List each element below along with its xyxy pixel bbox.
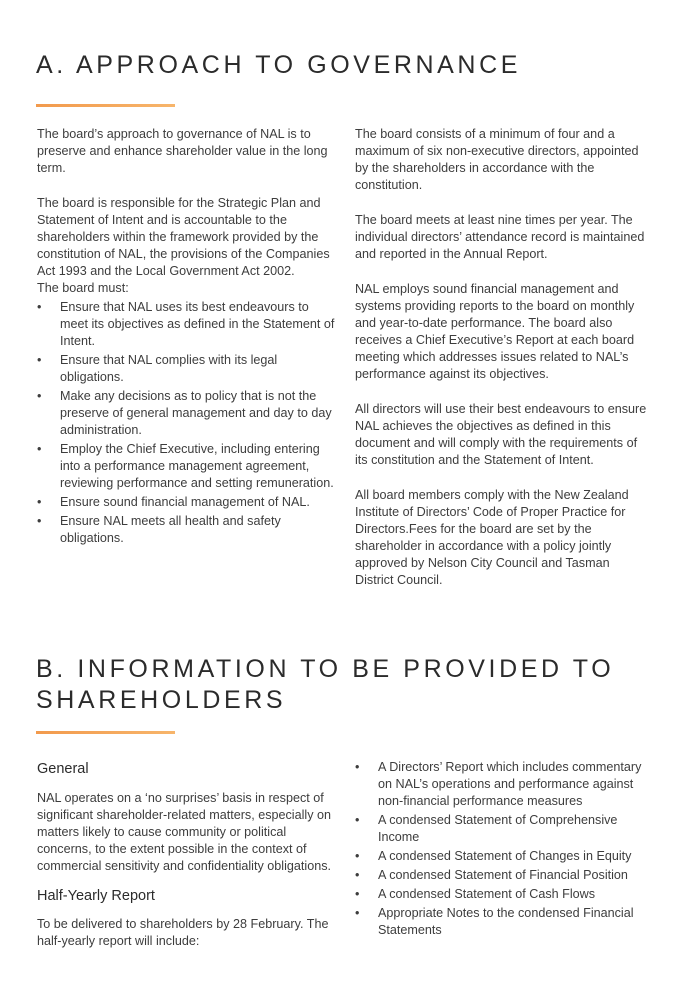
section-b-right-column [355,759,655,941]
general-subheading: General [37,761,89,777]
section-b-accent-rule [36,731,175,734]
half-yearly-subheading: Half-Yearly Report [37,888,155,904]
board-must-intro: The board must: [37,281,129,295]
general-paragraph: NAL operates on a ‘no surprises’ basis in respect of significant shareholder-related matters, especially on matters likely to cause community or political concerns, to the extent possible in the context of commercial sensitivity and confidentiality obligations. [37,791,332,873]
board-composition-paragraph: The board consists of a minimum of four and a maximum of six non-executive directors, appointed by the shareholders in accordance with the constitution. [355,127,639,192]
list-item: • A Directors’ Report which includes commentary on NAL’s operations and performance against non-financial performance measures [355,759,655,810]
list-item: • Ensure that NAL uses its best endeavours to meet its objectives as defined in the Statement of Intent. [37,299,337,350]
section-b-heading [36,654,614,716]
board-meetings-paragraph: The board meets at least nine times per year. The individual directors’ attendance record is maintained and reported in the Annual Report. [355,213,645,261]
section-a-right-column [355,126,650,589]
list-item: • Appropriate Notes to the condensed Financial Statements [355,905,655,939]
section-b-heading-line1: B. INFORMATION TO BE PROVIDED TO [36,655,615,683]
director-endeavours-paragraph: All directors will use their best endeavours to ensure NAL achieves the objectives as defined in this document and will comply with the requirements of its constitution and the Statement of Intent. [355,402,647,467]
board-duties-list [37,299,337,547]
list-item: • Make any decisions as to policy that is not the preserve of general management and day to day administration. [37,388,337,439]
list-item: • Ensure sound financial management of NAL. [37,494,337,511]
section-b-heading-line2: SHAREHOLDERS [36,686,287,714]
list-item: • A condensed Statement of Financial Position [355,867,655,884]
list-item: • Employ the Chief Executive, including entering into a performance management agreement, reviewing performance and setting remuneration. [37,441,337,492]
section-a-left-column [37,126,337,549]
section-a-heading: A. APPROACH TO GOVERNANCE [36,51,522,79]
list-item: • Ensure that NAL complies with its legal obligations. [37,352,337,386]
list-item: • A condensed Statement of Changes in Equity [355,848,655,865]
list-item: • A condensed Statement of Cash Flows [355,886,655,903]
financial-management-paragraph: NAL employs sound financial management and systems providing reports to the board on monthly and year-to-date performance. The board also receives a Chief Executive’s Report at each board meeting which addresses issues related to NAL’s performance against its objectives. [355,282,635,381]
section-b-left-column [37,759,337,950]
half-yearly-paragraph: To be delivered to shareholders by 28 February. The half-yearly report will include: [37,917,329,948]
code-of-practice-paragraph: All board members comply with the New Zealand Institute of Directors’ Code of Proper Practice for Directors.Fees for the board are set by the shareholder in accordance with a policy jointly approved by Nelson City Council and Tasman District Council. [355,488,629,587]
list-item: • A condensed Statement of Comprehensive Income [355,812,655,846]
section-a-accent-rule [36,104,175,107]
list-item: • Ensure NAL meets all health and safety obligations. [37,513,337,547]
board-responsibility-paragraph: The board is responsible for the Strategic Plan and Statement of Intent and is accountable to the shareholders within the framework provided by the constitution of NAL, the provisions of the Companies Act 1993 and the Local Government Act 2002. [37,196,330,278]
half-yearly-contents-list [355,759,655,939]
governance-approach-paragraph: The board’s approach to governance of NAL is to preserve and enhance shareholder value in the long term. [37,127,328,175]
